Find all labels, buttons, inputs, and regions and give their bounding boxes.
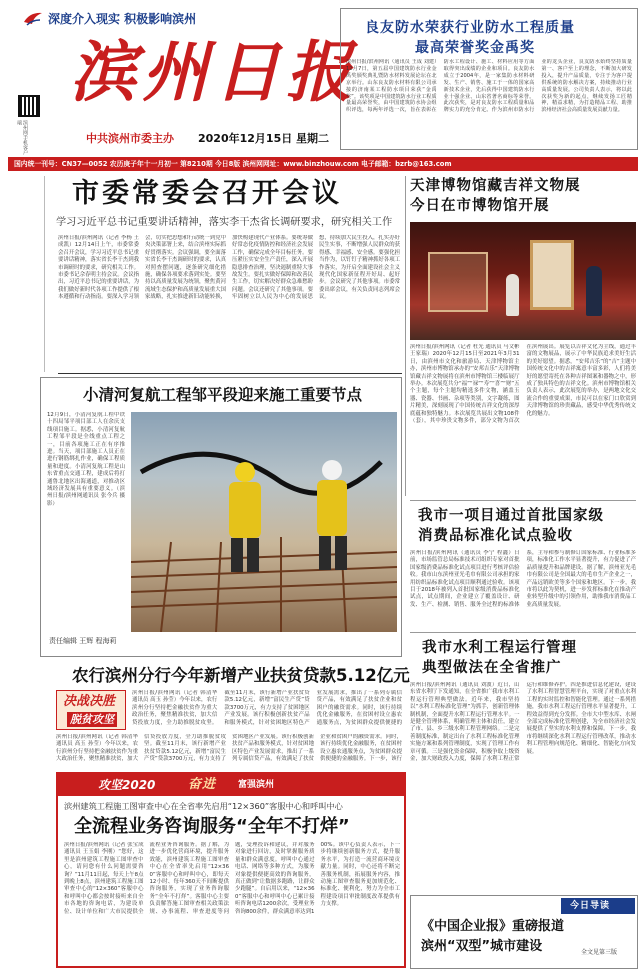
qr-code-icon bbox=[18, 95, 40, 117]
feature-headline: 全流程业务咨询服务“全年不打烊” bbox=[74, 816, 350, 837]
museum-title-2: 今日在市博物馆开展 bbox=[410, 198, 550, 214]
badge-line-1: 决战决胜 bbox=[63, 694, 116, 709]
top-story-title-2: 最高荣誉奖金禹奖 bbox=[415, 40, 535, 56]
display-case bbox=[428, 252, 488, 312]
top-story-body: 滨州日报/滨州网讯（通讯员 王成 刘建）12月7日，第五届中国建筑防水行业金禹奖颁奖典礼暨防水材料发展论坛在北京举行。山东良友防水材料有限公司承接的济南某工程防水项目荣获“金禹奖”。该奖项是中国建筑防水行业工程质量最高荣誉奖，由中国建筑防水协会组织评选，每两年评选一次，旨在表彰在防水工程设计、施工、材料应用等方面取得突出成绩的企业和项目。良友防水成立于2004年，是一家集防水材料研发、生产、销售、施工于一体的国家高新技术企业，先后获得中国建筑防水行业十强企业、山东省著名商标等荣誉。此次获奖，是对良友防水工程质量和品牌实力的充分肯定。作为滨州市防水行业的龙头企业，良友防水始终坚持质量第一、客户至上的理念，不断加大研发投入，提升产品质量，专注于为客户提供系统的防水解决方案，持续推动行业高质量发展。公司负责人表示，将以此次获奖为新的起点，继续发扬工匠精神，精益求精，为打造精品工程、助推滨州经济社会高质量发展贡献力量。 bbox=[346, 59, 632, 114]
river-body: 12月9日，小清河复航工程中铁十四局邹平项目部工人在余庆支线项目施工。据悉，小清河复航工程邹平段是全线重点工程之一，目前各项施工正在有序推进。当天，项目部施工人员正在进行钢筋绑扎作业，确保工程质量和进度。小清河复航工程是山东省重点交通工程，建成后将打通鲁北地区出海通道，对推动区域经济发展具有重要意义。（滨州日报/滨州网通讯员 张今兵 摄影） bbox=[47, 412, 125, 507]
bank-headline: 农行滨州分行今年新增产业扶贫贷款5.12亿元 bbox=[72, 666, 410, 685]
bird-icon bbox=[22, 10, 44, 28]
worker-figure bbox=[586, 266, 602, 316]
masthead-logo: 滨州日报 bbox=[70, 33, 358, 111]
worker-figure-2 bbox=[506, 274, 519, 316]
feature-box bbox=[56, 772, 406, 968]
preview-title-2: 滨州“双型”城市建设 bbox=[421, 939, 543, 954]
masthead-date: 2020年12月15日 星期二 bbox=[198, 132, 330, 145]
feature-subhead: 滨州建筑工程施工图审查中心在全省率先启用“12×360”客服中心和呼叫中心 bbox=[64, 801, 343, 811]
water-divider bbox=[410, 632, 636, 633]
info-bar bbox=[8, 157, 638, 171]
river-box bbox=[40, 377, 402, 657]
feature-banner bbox=[58, 774, 404, 796]
feature-body: 滨州日报/滨州网讯（记者 张宝成 通讯员 王玉娟 李刚）“您好，这里是滨州建筑工程施工图审查中心，请问您有什么问题需要咨询？”11月11日起，每天上午8点到晚上8点，滨州建筑工程施工图审查中心的“12×360”客服中心和呼叫中心都会按时接听来自全市各地的咨询电话，为建设单位、设计单位和广大市民提供全流程业务咨询服务。据了解，为进一步优化营商环境，提升服务效能，滨州建筑工程施工图审查中心在全省率先启用“12×360”客服中心和呼叫中心，即每天12小时、每年360天不间断提供咨询服务，实现了业务咨询服务“全年不打烊”。客服中心主要负责解答施工图审查相关政策法规、办事流程、审查进度等问题，受理投诉和建议，并对服务对象进行回访，及时掌握服务质量和群众满意度。呼叫中心通过电话、网络等多种方式，为服务对象提供便捷高效的咨询服务，真正做到“让数据多跑路，让群众少跑腿”。自启用以来，“12×360”客服中心和呼叫中心已累计接听咨询电话1200余次，受理业务咨询800余件，群众满意率达到100%。该中心负责人表示，下一步将继续创新服务方式，提升服务水平，为打造一流营商环境贡献力量。同时，中心还将不断完善服务机制，拓展服务内容，推动施工图审查服务更加规范化、标准化、便利化，努力为全市工程建设项目审批制度改革提供有力支撑。 bbox=[64, 842, 400, 915]
feature-badge-mid: 奋进 bbox=[188, 777, 217, 792]
lead-subhead: 学习习近平总书记重要讲话精神，落实李干杰省长调研要求，研究相关工作 bbox=[56, 217, 393, 228]
preview-box bbox=[410, 895, 638, 969]
top-story-title-1: 良友防水荣获行业防水工程质量 bbox=[365, 20, 575, 36]
river-headline: 小清河复航工程邹平段迎来施工重要节点 bbox=[83, 386, 363, 404]
bank-body: 滨州日报/滨州网讯（记者 韩清华 通讯员 高玉 孙莹）今年以来，农行滨州分行坚持把金融扶贫作为重大政治任务，聚焦精准扶贫，加大信贷投放力度，全力助推脱贫攻坚。截至11月末，该行新增产业扶贫贷款5.12亿元，新增“富民生产贷”贷款3700万元，有力支持了贫困地区产业发展。该行积极创新扶贫产品和服务模式，针对贫困地区特色产业发展需求，推出了一系列专属信贷产品，有效满足了扶贫企业和贫困户的融资需求。同时，该行持续优化金融服务，在贫困村设立惠农通服务点，为贫困群众提供便捷的金融服务。下一步，该行 bbox=[56, 734, 402, 763]
masthead-slogan: 深度介入现实 积极影响滨州 bbox=[48, 12, 197, 26]
info-bar-text: 国内统一刊号：CN37—0052 农历庚子年十一月初一 第8210期 今日8版 滨州网网址：www.binzhouw.com 电子邮箱：bzrb@163.com bbox=[14, 160, 452, 168]
standard-title-2: 消费品标准化试点验收 bbox=[418, 528, 573, 544]
feature-badge-right: 富强滨州 bbox=[238, 780, 275, 790]
bank-body-right: 滨州日报/滨州网讯（记者 韩清华 通讯员 高玉 孙莹）今年以来，农行滨州分行坚持把金融扶贫作为重大政治任务，聚焦精准扶贫，加大信贷投放力度，全力助推脱贫攻坚。截至11月末，该行新增产业扶贫贷款5.12亿元，新增“富民生产贷”贷款3700万元，有力支持了贫困地区产业发展。该行积极创新扶贫产品和服务模式，针对贫困地区特色产业发展需求，推出了一系列专属信贷产品，有效满足了扶贫企业和贫困户的融资需求。同时，该行持续优化金融服务，在贫困村设立惠农通服务点，为贫困群众提供便捷的 bbox=[132, 690, 402, 726]
museum-photo bbox=[410, 222, 636, 340]
lead-body: 滨州日报/滨州网讯（记者 李杨 王成凯）12月14日上午，市委常委会召开会议，学习习近平总书记重要讲话精神，落实省长李干杰到我市调研时的要求，研究相关工作。市委书记佘春明主持会议。会议指出，习近平总书记的重要讲话，为我们做好新时代各项工作提供了根本遵循和行动指南。要深入学习领会，切实把思想和行动统一到党中央决策部署上来，结合滨州实际抓好贯彻落实。会议强调，要全面落实省长李干杰调研时的要求，认真对照查摆问题，逐条研究细化措施，确保各项要求落到实处。要坚持以高质量发展为统领，聚焦黄河流域生态保护和高质量发展重大国家战略，扎实推进新旧动能转换，加快构建现代产业体系。要统筹做好常态化疫情防控和经济社会发展工作，确保完成全年目标任务。要压紧压实安全生产责任，深入开展隐患排查治理，坚决遏制重特大事故发生。要扎实做好保障和改善民生工作，切实解决好群众急难愁盼问题。会议还研究了其他事项。要牢固树立以人民为中心的发展思想，持续加大民生投入，扎实办好民生实事，不断增强人民群众的获得感、幸福感、安全感。要强化担当作为，以钉钉子精神抓好各项工作落实，为开启全面建设社会主义现代化国家新征程开好局、起好步。会议研究了其他事项。市委常委出席会议，有关负责同志列席会议。 bbox=[58, 235, 400, 301]
standard-title-1: 我市一项目通过首批国家级 bbox=[418, 508, 604, 524]
preview-title-1: 《中国企业报》重磅报道 bbox=[421, 919, 565, 934]
lead-divider bbox=[58, 373, 402, 374]
preview-note: 全文见第三版 bbox=[581, 949, 618, 956]
painting-frame bbox=[530, 240, 574, 310]
lead-headline: 市委常委会召开会议 bbox=[72, 178, 342, 209]
standard-body: 滨州日报/滨州网讯（通讯员 李宁 程鑫）日前，市场监管总局标准技术司组织专家对首批国家级消费品标准化试点项目进行考核评估验收。我市山东滨州亚光毛巾有限公司承担的家用纺织品标准化试点项目顺利通过验收。该项目于2018年被列入首批国家级消费品标准化试点，试点期间，企业建立了覆盖设计、研发、生产、检测、销售、服务全过程的标准体系，主导和参与制修订国家标准、行业标准多项，标准化工作水平显著提升，有力促进了产品质量提升和品牌建设。据了解，滨州亚光毛巾有限公司是全国最大的毛巾生产企业之一，产品远销欧美等多个国家和地区。下一步，我市将以此为契机，进一步发挥标准化在推动产业转型升级中的引领作用，助推我市消费品工业高质量发展。 bbox=[410, 550, 636, 608]
poverty-badge bbox=[56, 690, 126, 730]
museum-title-1: 天津博物馆藏吉祥文物展 bbox=[410, 178, 581, 194]
museum-divider bbox=[405, 176, 406, 496]
construction-photo bbox=[131, 412, 397, 632]
water-body: 滨州日报/滨州网讯（通讯员 刘波）近日，山东省水利厅下发通知，在全省推广我市水利工程运行管理典型做法。近年来，我市坚持以“水利工程标准化管理”为抓手，创新管理体制机制，全面提升水利工程运行管理水平。一是健全管理体系，明确管理主体和责任，建立了市、县、乡三级水利工程管理网络。二是完善制度标准，制定出台了水利工程标准化管理实施方案和系列管理制度，实现了管理工作有章可循。三是强化资金保障，积极争取上级资金，加大财政投入力度，保障了水利工程正常运行和维修养护。四是推进信息化建设，建设了水利工程智慧管理平台，实现了对重点水利工程的实时监控和智能化管理。通过一系列措施，我市水利工程运行管理水平显著提升，工程效益得到充分发挥。全市大中型水库、水闸全部完成标准化管理创建，为全市经济社会发展提供了坚实的水利支撑和保障。下一步，我市将继续深化水利工程运行管理改革，推动水利工程管理向规范化、精细化、智能化方向发展。 bbox=[410, 682, 636, 763]
left-gutter-line bbox=[44, 176, 45, 372]
water-title-1: 我市水利工程运行管理 bbox=[422, 640, 577, 656]
feature-badge-left: 攻坚2020 bbox=[98, 778, 156, 792]
top-story bbox=[340, 8, 638, 150]
app-side-label: 滨州网手机客户端 bbox=[16, 120, 28, 155]
badge-line-2: 脱贫攻坚 bbox=[67, 712, 117, 727]
masthead-host: 中共滨州市委主办 bbox=[86, 132, 174, 145]
preview-label bbox=[561, 898, 635, 914]
water-title-2: 典型做法在全省推广 bbox=[422, 660, 562, 676]
standard-divider bbox=[410, 500, 636, 501]
river-credit: 责任编辑 王辉 程海莉 bbox=[49, 637, 117, 645]
museum-body: 滨州日报/滨州网讯（记者 杜光 通讯员 马文彬 王家瑞）2020年12月15日至2021年3月31日，由滨州市文化和旅游局、天津博物馆主办，滨州市博物馆承办的“安邦吉乐”天津博物馆藏吉祥文物展将在滨州市博物馆三楼临展厅举办。本次展览共分“福”“禄”“寿”“喜”“财”五个主题，每个主题均精选多件文物，涵盖玉器、瓷器、书画、杂项等类别，文字凝练，图片精美，深刻展现了中国传统吉祥文化的深厚底蕴和独特魅力。本次展览共展出文物108件（套），其中珍贵文物多件，部分文物为首次在滨州展出。展览以吉祥文化为主线，通过丰富的文物展品，展示了中华民族追求美好生活的美好愿望。据悉，“安邦吉乐”的“吉”主题中国传统文化中的吉祥寓意丰富多彩，人们将美好的愿望寄托在各种吉祥图案和器物之中，形成了独具特色的吉祥文化。滨州市博物馆相关负责人表示，此次展览的举办，是两地文化交流合作的重要成果，市民可以在家门口欣赏到天津博物馆的珍贵藏品，感受中华优秀传统文化的魅力。 bbox=[410, 344, 636, 425]
preview-label-text: 今日导读 bbox=[570, 901, 611, 911]
